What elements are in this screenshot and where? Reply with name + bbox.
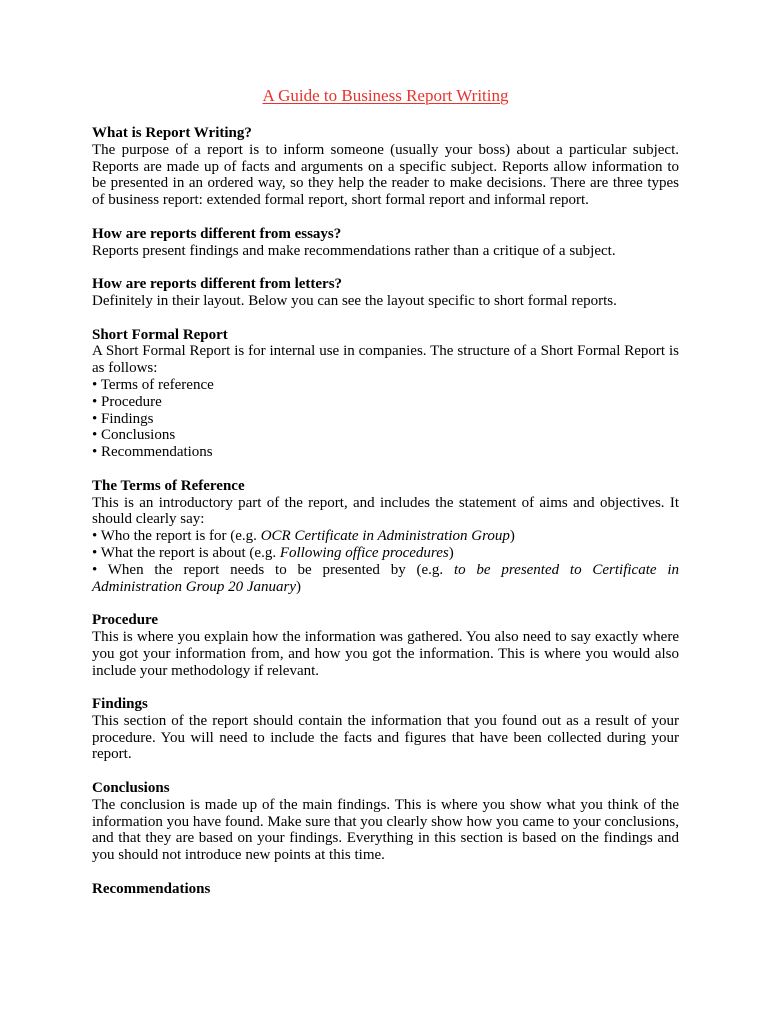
section-body: This is an introductory part of the report, and includes the statement of aims and objectives. It should clearly say: bbox=[92, 494, 679, 528]
section-body: Definitely in their layout. Below you can see the layout specific to short formal reports. bbox=[92, 292, 617, 309]
list-item: • Conclusions bbox=[92, 427, 176, 444]
list-item-text: • What the report is about (e.g. bbox=[92, 544, 280, 561]
list-item-text: ) bbox=[296, 578, 302, 595]
section-heading: The Terms of Reference bbox=[92, 477, 245, 494]
section-heading: Short Formal Report bbox=[92, 326, 228, 343]
list-item-text: ) bbox=[448, 544, 454, 561]
list-item: • Findings bbox=[92, 410, 154, 427]
section-reports-vs-letters bbox=[92, 276, 679, 310]
section-heading: Procedure bbox=[92, 612, 159, 629]
document-title: A Guide to Business Report Writing bbox=[262, 86, 509, 105]
section-findings bbox=[92, 696, 679, 763]
list-item bbox=[92, 528, 679, 545]
list-item-text: • Who the report is for (e.g. bbox=[92, 528, 261, 545]
section-short-formal-report bbox=[92, 327, 679, 461]
section-body: The purpose of a report is to inform someone (usually your boss) about a particular subject. Reports are made up of facts and arguments on a specific subject. Reports allow information to be presented in an ordered way, so they help the reader to make decisions. There are three types of business report: extended formal report, short formal report and informal report. bbox=[92, 141, 679, 209]
document-page bbox=[92, 85, 679, 914]
section-heading: How are reports different from letters? bbox=[92, 276, 343, 293]
list-item bbox=[92, 562, 679, 579]
section-what-is-report-writing bbox=[92, 125, 679, 209]
section-body: This section of the report should contain the information that you found out as a result of your procedure. You will need to include the facts and figures that have been collected during your report. bbox=[92, 712, 679, 763]
section-body: A Short Formal Report is for internal use in companies. The structure of a Short Formal Report is as follows: bbox=[92, 343, 679, 377]
list-item-continuation bbox=[92, 579, 679, 596]
section-body: This is where you explain how the information was gathered. You also need to say exactly where you got your information from, and how you got the information. This is where you would also include your methodology if relevant. bbox=[92, 628, 679, 679]
section-procedure bbox=[92, 612, 679, 679]
list-item: • Procedure bbox=[92, 393, 162, 410]
section-conclusions bbox=[92, 780, 679, 864]
list-item-example: Following office procedures bbox=[279, 544, 449, 561]
section-heading: How are reports different from essays? bbox=[92, 225, 342, 242]
list-item-text: • When the report needs to be presented by (e.g. bbox=[92, 561, 454, 578]
section-reports-vs-essays bbox=[92, 226, 679, 260]
section-body: The conclusion is made up of the main findings. This is where you show what you think of the information you have found. Make sure that you clearly show how you came to your conclusions, and that they are based on your findings. Everything in this section is based on the findings and you should not introduce new points at this time. bbox=[92, 796, 679, 864]
list-item-example: Administration Group 20 January bbox=[92, 578, 297, 595]
section-terms-of-reference bbox=[92, 478, 679, 596]
list-item-example: to be presented to Certificate in bbox=[453, 561, 679, 578]
section-heading: Recommendations bbox=[92, 880, 211, 897]
section-body: Reports present findings and make recommendations rather than a critique of a subject. bbox=[92, 242, 616, 259]
section-heading: What is Report Writing? bbox=[92, 125, 252, 141]
list-item-text: ) bbox=[509, 528, 515, 545]
list-item bbox=[92, 545, 679, 562]
list-item: • Recommendations bbox=[92, 444, 213, 461]
section-heading: Findings bbox=[92, 696, 148, 713]
list-item: • Terms of reference bbox=[92, 376, 214, 393]
section-recommendations bbox=[92, 881, 679, 898]
list-item-example: OCR Certificate in Administration Group bbox=[260, 528, 510, 545]
section-heading: Conclusions bbox=[92, 780, 170, 797]
